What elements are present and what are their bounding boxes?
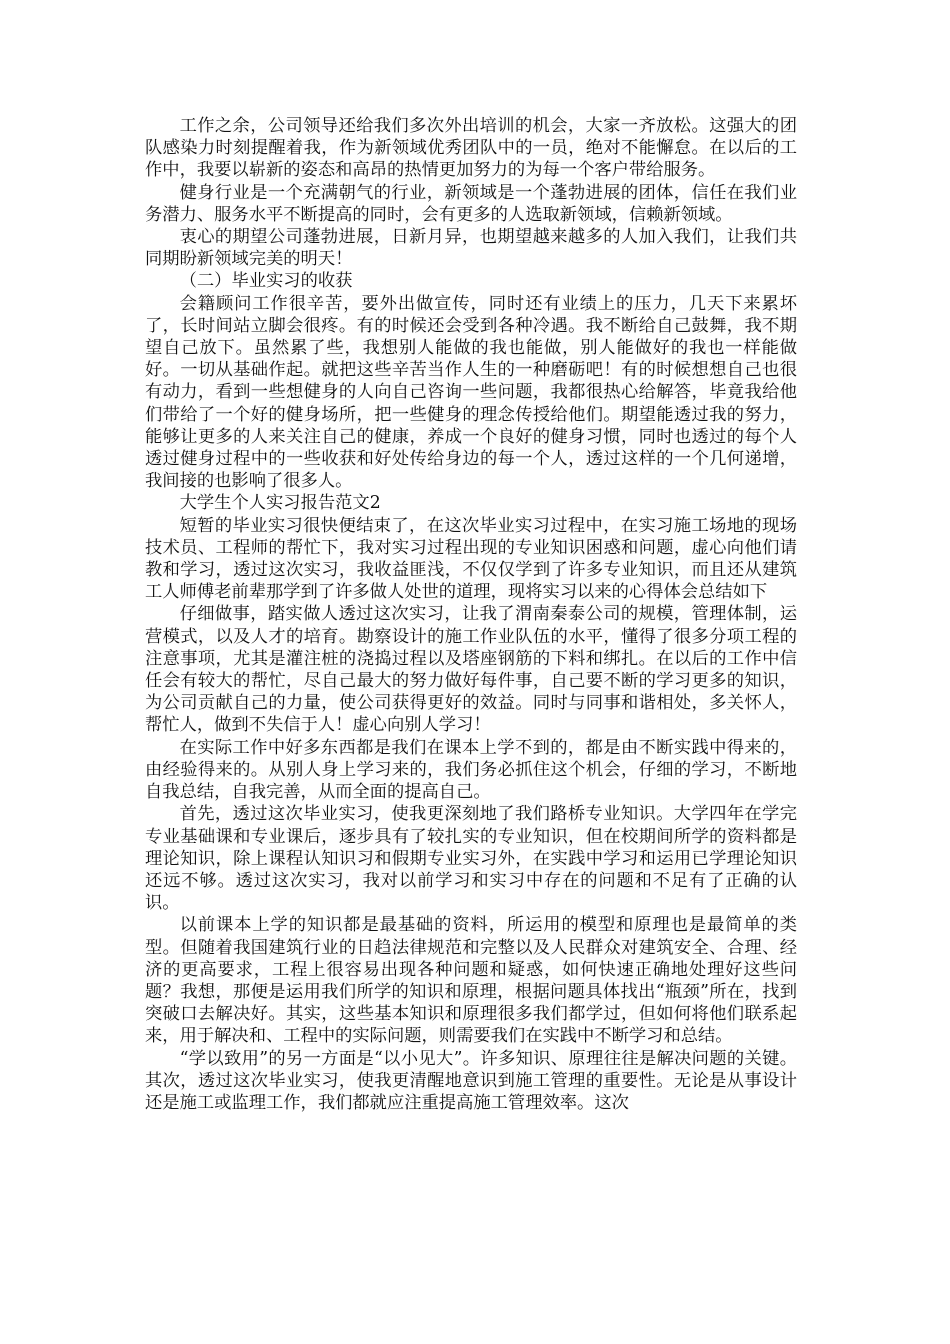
paragraph-internship-summary: 短暂的毕业实习很快便结束了，在这次毕业实习过程中，在实习施工场地的现场技术员、工程师的帮忙下，我对实习过程出现的专业知识困惑和问题，虚心向他们请教和学习，透过这次实习，我收益匪浅，不仅仅学到了许多专业知识，而且还从建筑工人师傅老前辈那学到了许多做人处世的道理，现将实习以来的心得体会总结如下 — [145, 515, 797, 603]
paragraph-work-carefully: 仔细做事，踏实做人透过这次实习，让我了渭南秦泰公司的规模，管理体制，运营模式，以及人才的培育。勘察设计的施工作业队伍的水平，懂得了很多分项工程的注意事项，尤其是灌注桩的浇捣过程以及塔座钢筋的下料和绑扎。在以后的工作中信任会有较大的帮忙，尽自己最大的努力做好每件事，自己要不断的学习更多的知识，为公司贡献自己的力量，使公司获得更好的效益。同时与同事和谐相处，多关怀人，帮忙人，做到不失信于人！虚心向别人学习！ — [145, 604, 797, 736]
section-heading-report-sample-2: 大学生个人实习报告范文2 — [179, 493, 381, 514]
document-page — [145, 115, 797, 1114]
paragraph-company-wishes: 衷心的期望公司蓬勃进展，日新月异，也期望越来越多的人加入我们，让我们共同期盼新领域完美的明天！ — [145, 227, 797, 270]
paragraph-first-point: 首先，透过这次毕业实习，使我更深刻地了我们路桥专业知识。大学四年在学完专业基础课和专业课后，逐步具有了较扎实的专业知识，但在校期间所学的资料都是理论知识，除上课程认知识习和假期专业实习外，在实践中学习和运用已学理论知识还远不够。透过这次实习，我对以前学习和实习中存在的问题和不足有了正确的认识。 — [145, 804, 797, 914]
paragraph-fitness-industry: 健身行业是一个充满朝气的行业，新领域是一个蓬勃进展的团体，信任在我们业务潜力、服务水平不断提高的同时，会有更多的人选取新领域，信赖新领域。 — [145, 182, 797, 225]
paragraph-team-training: 工作之余，公司领导还给我们多次外出培训的机会，大家一齐放松。这强大的团队感染力时刻提醒着我，作为新领域优秀团队中的一员，绝对不能懈怠。在以后的工作中，我要以崭新的姿态和高昂的热情更加努力的为每一个客户带给服务。 — [145, 116, 797, 181]
paragraph-practical-work: 在实际工作中好多东西都是我们在课本上学不到的，都是由不断实践中得来的，由经验得来的。从别人身上学习来的，我们务必抓住这个机会，仔细的学习，不断地自我总结，自我完善，从而全面的提高自己。 — [145, 737, 797, 803]
paragraph-textbook-knowledge: 以前课本上学的知识都是最基础的资料，所运用的模型和原理也是最简单的类型。但随着我国建筑行业的日趋法律规范和完整以及人民群众对建筑安全、合理、经济的更高要求，工程上很容易出现各种问题和疑惑，如何快速正确地处理好这些问题？我想，那便是运用我们所学的知识和原理，根据问题具体找出“瓶颈”所在，找到突破口去解决好。其实，这些基本知识和原理很多我们都学过，但如何将他们联系起来，用于解决和、工程中的实际问题，则需要我们在实践中不断学习和总结。 — [145, 915, 797, 1047]
section-heading-internship-gains: （二）毕业实习的收获 — [179, 271, 353, 292]
paragraph-membership-consultant: 会籍顾问工作很辛苦，要外出做宣传，同时还有业绩上的压力，几天下来累坏了，长时间站立脚会很疼。有的时候还会受到各种冷遇。我不断给自己鼓舞，我不期望自己放下。虽然累了些，我想别人能做的我也能做，别人能做好的我也一样能做好。一切从基础作起。就把这些辛苦当作人生的一种磨砺吧！有的时候想想自己也很有动力，看到一些想健身的人向自己咨询一些问题，我都很热心给解答，毕竟我给他们带给了一个好的健身场所，把一些健身的理念传授给他们。期望能透过我的努力，能够让更多的人来关注自己的健康，养成一个良好的健身习惯，同时也透过的每个人透过健身过程中的一些收获和好处传给身边的每一个人，透过这样的一个几何递增，我间接的也影响了很多人。 — [145, 293, 797, 492]
paragraph-learning-by-doing: “学以致用”的另一方面是“以小见大”。许多知识、原理往往是解决问题的关键。其次，透过这次毕业实习，使我更清醒地意识到施工管理的重要性。无论是从事设计还是施工或监理工作，我们都就应注重提高施工管理效率。这次 — [145, 1048, 797, 1113]
